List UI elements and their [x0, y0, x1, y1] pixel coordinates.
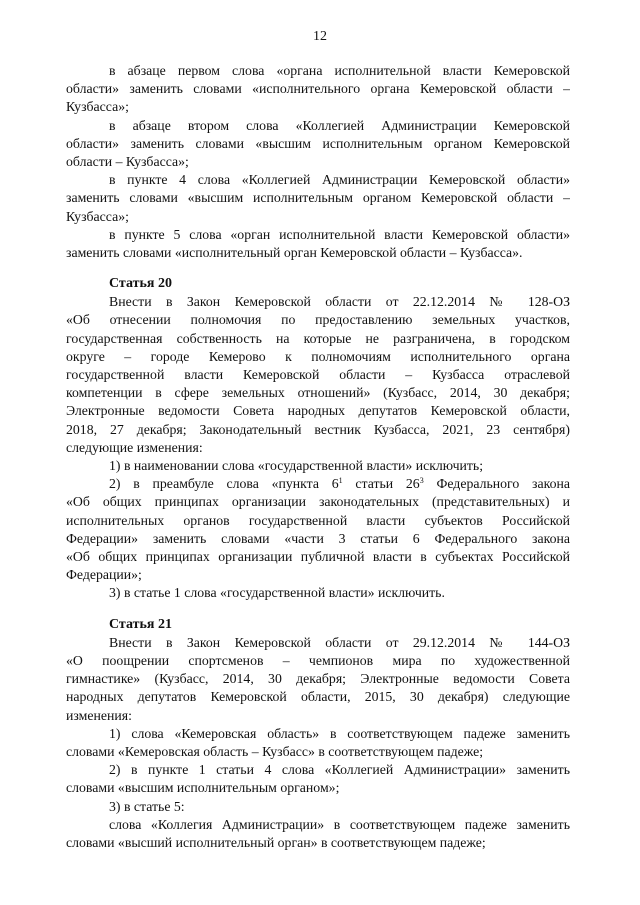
paragraph-line: Внести в Закон Кемеровской области от 22.12.2014 № 128-ОЗ — [109, 294, 570, 310]
paragraph-line: округе – городе Кемерово к полномочиям исполнительного органа — [66, 348, 570, 364]
paragraph-line: словами «высшим исполнительным органом»; — [66, 780, 340, 796]
paragraph-line: народных депутатов Кемеровской области, 2015, 30 декабря) следующие — [66, 689, 570, 705]
paragraph-line: государственной власти Кемеровской области – Кузбасса отраслевой — [66, 367, 570, 383]
superscript: 1 — [338, 476, 343, 486]
paragraph-line: словами «Кемеровская область – Кузбасс» в соответствующем падеже; — [66, 743, 484, 759]
paragraph — [66, 725, 570, 761]
article-heading: Статья 20 — [109, 276, 172, 292]
paragraph-line: Кузбасса»; — [66, 208, 129, 224]
paragraph — [66, 457, 570, 475]
paragraph-line: слова «Коллегия Администрации» в соответствующем падеже заменить — [109, 816, 570, 832]
paragraph-line: области» заменить словами «исполнительного органа Кемеровской области – — [66, 81, 570, 97]
text-run: 2) в преамбуле слова «пункта 6 — [109, 476, 339, 492]
paragraph-line: области» заменить словами «высшим исполнительным органом Кемеровской — [66, 135, 570, 151]
paragraph-line: в абзаце первом слова «органа исполнительной власти Кемеровской — [109, 63, 570, 78]
paragraph — [66, 475, 570, 584]
paragraph-line: государственная собственность на которые не разграничена, в городском — [66, 330, 570, 346]
section-gap — [66, 603, 570, 616]
paragraph — [66, 584, 570, 602]
text-run: статьи 26 — [342, 476, 420, 492]
paragraph-line: области – Кузбасса»; — [66, 154, 189, 170]
paragraph-line: 1) в наименовании слова «государственной власти» исключить; — [109, 458, 484, 474]
paragraph-line: «Об общих принципах организации законодательных (представительных) и — [66, 494, 570, 510]
paragraph-line: словами «высший исполнительный орган» в соответствующем падеже; — [66, 834, 486, 850]
paragraph-line: в пункте 5 слова «орган исполнительной власти Кемеровской области» — [109, 226, 570, 242]
paragraph-line: 1) слова «Кемеровская область» в соответствующем падеже заменить — [109, 725, 570, 741]
paragraph — [66, 226, 570, 262]
paragraph-line: 2018, 27 декабря; Законодательный вестник Кузбасса, 2021, 23 сентября) — [66, 421, 570, 437]
document-body — [66, 62, 570, 852]
paragraph-line: 3) в статье 1 слова «государственной власти» исключить. — [109, 585, 445, 601]
paragraph-line: заменить словами «исполнительный орган Кемеровской области – Кузбасса». — [66, 245, 523, 261]
paragraph-line: компетенции в сфере земельных отношений» (Кузбасс, 2014, 30 декабря; — [66, 385, 570, 401]
section-gap — [66, 262, 570, 275]
article-heading: Статья 21 — [109, 616, 172, 632]
paragraph-line: Федерации» заменить словами «части 3 статьи 6 Федерального закона — [66, 530, 570, 546]
page-number: 12 — [313, 29, 327, 44]
text-run: Федерального закона — [423, 476, 570, 492]
paragraph-line: Федерации»; — [66, 567, 142, 583]
paragraph-line: заменить словами «высшим исполнительным органом Кемеровской области – — [66, 190, 570, 206]
paragraph-line: гимнастике» (Кузбасс, 2014, 30 декабря; Электронные ведомости Совета — [66, 671, 570, 687]
paragraph-line: «Об отнесении полномочия по предоставлению земельных участков, — [66, 312, 570, 328]
paragraph — [66, 293, 570, 457]
paragraph-line: изменения: — [66, 707, 132, 723]
paragraph-line — [66, 475, 570, 493]
paragraph — [66, 62, 570, 117]
paragraph-line: Внести в Закон Кемеровской области от 29.12.2014 № 144-ОЗ — [109, 634, 570, 650]
paragraph-line: 3) в статье 5: — [109, 798, 185, 814]
paragraph — [66, 171, 570, 226]
paragraph — [66, 761, 570, 797]
superscript: 3 — [419, 476, 424, 486]
paragraph-line: Кузбасса»; — [66, 99, 129, 115]
paragraph-line: в пункте 4 слова «Коллегией Администрации Кемеровской области» — [109, 172, 570, 188]
paragraph — [66, 816, 570, 852]
paragraph-line: 2) в пункте 1 статьи 4 слова «Коллегией Администрации» заменить — [109, 762, 570, 778]
paragraph-line: Электронные ведомости Совета народных депутатов Кемеровской области, — [66, 403, 570, 419]
paragraph — [66, 117, 570, 172]
paragraph-line: в абзаце втором слова «Коллегией Администрации Кемеровской — [109, 117, 570, 133]
paragraph-line: «Об общих принципах организации публичной власти в субъектах Российской — [66, 549, 570, 565]
paragraph — [66, 634, 570, 725]
paragraph-line: исполнительных органов государственной власти субъектов Российской — [66, 512, 570, 528]
paragraph-line: следующие изменения: — [66, 439, 203, 455]
paragraph-line: «О поощрении спортсменов – чемпионов мира по художественной — [66, 652, 570, 668]
paragraph — [66, 798, 570, 816]
